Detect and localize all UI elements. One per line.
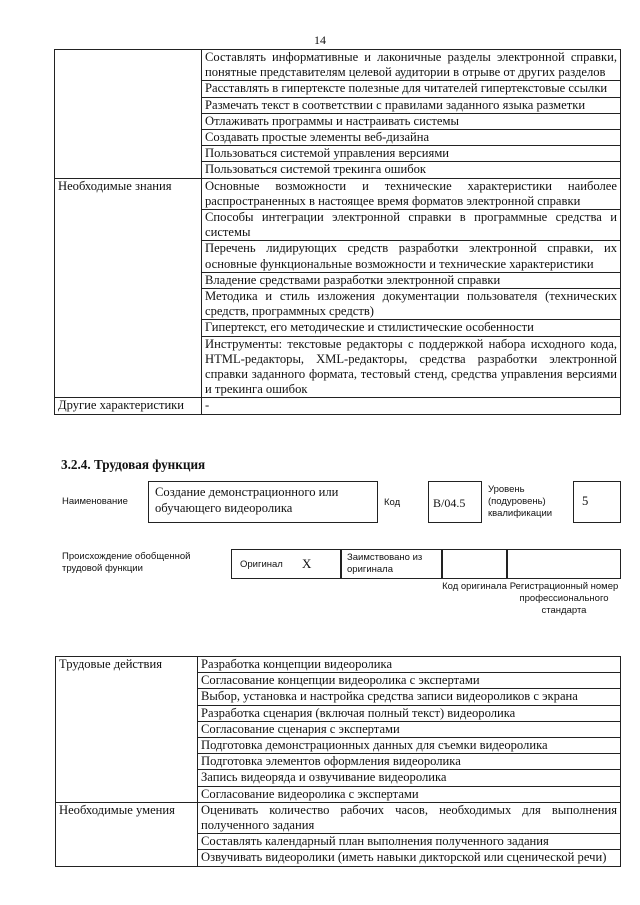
table-cell: Способы интеграции электронной справки в программные средства и системы: [202, 210, 621, 241]
section-heading: 3.2.4. Трудовая функция: [61, 457, 206, 472]
code-label: Код: [384, 497, 401, 508]
code-original-caption: Код оригинала: [442, 581, 507, 592]
row-label-skills: Необходимые умения: [56, 802, 198, 866]
original-label: Оригинал: [240, 559, 283, 570]
row-label-actions: Трудовые действия: [56, 657, 198, 803]
table-cell: Инструменты: текстовые редакторы с поддержкой набора исходного кода, HTML-редакторы, XML-редакторы, средства разработки электронной справки заданного формата, тестовый стенд, средства управления версиями и трекинга ошибок: [202, 336, 621, 398]
table-row: [55, 50, 621, 81]
table-cell: Перечень лидирующих средств разработки электронной справки, их основные функциональные возможности и технические характеристики: [202, 241, 621, 272]
lower-requirements-table: [55, 656, 621, 867]
table-cell: Составлять календарный план выполнения полученного задания: [198, 834, 621, 850]
page-number: 14: [314, 33, 326, 47]
table-cell: Подготовка элементов оформления видеоролика: [198, 754, 621, 770]
reg-number-caption: Регистрационный номер профессионального стандарта: [509, 581, 619, 616]
table-cell: Расставлять в гипертексте полезные для читателей гипертекстовые ссылки: [202, 81, 621, 97]
level-label: Уровень (подуровень) квалификации: [488, 484, 553, 519]
table-cell: Согласование сценария с экспертами: [198, 721, 621, 737]
table-cell: Согласование видеоролика с экспертами: [198, 786, 621, 802]
function-name: Создание демонстрационного или обучающего видеоролика: [155, 485, 339, 515]
table-row: [56, 657, 621, 673]
upper-requirements-table: [54, 49, 621, 415]
table-cell: Подготовка демонстрационных данных для съемки видеоролика: [198, 738, 621, 754]
borrowed-label: Заимствовано из оригинала: [347, 552, 423, 575]
table-cell: Оценивать количество рабочих часов, необходимых для выполнения полученного задания: [198, 802, 621, 833]
table-row: [56, 802, 621, 833]
table-cell: Основные возможности и технические характеристики наиболее распространенных в настоящее время форматов электронной справки: [202, 178, 621, 209]
row-label-knowledge: Необходимые знания: [55, 178, 202, 398]
reg-number-box: [507, 549, 621, 579]
table-cell: Отлаживать программы и настраивать системы: [202, 113, 621, 129]
origin-label: Происхождение обобщенной трудовой функции: [62, 551, 191, 574]
table-cell: Запись видеоряда и озвучивание видеоролика: [198, 770, 621, 786]
table-cell: Пользоваться системой управления версиями: [202, 146, 621, 162]
table-cell: Создавать простые элементы веб-дизайна: [202, 130, 621, 146]
row-label: [55, 50, 202, 179]
table-cell: Разработка концепции видеоролика: [198, 657, 621, 673]
table-cell: Согласование концепции видеоролика с экспертами: [198, 673, 621, 689]
row-label-other: Другие характеристики: [55, 398, 202, 414]
table-row: [55, 398, 621, 414]
code-box: [428, 481, 482, 523]
table-cell: -: [202, 398, 621, 414]
level-value: 5: [582, 494, 589, 508]
code-value: B/04.5: [433, 496, 466, 510]
table-cell: Владение средствами разработки электронной справки: [202, 272, 621, 288]
table-row: [55, 178, 621, 209]
function-name-box: [148, 481, 378, 523]
table-cell: Разработка сценария (включая полный текст) видеоролика: [198, 705, 621, 721]
table-cell: Озвучивать видеоролики (иметь навыки дикторской или сценической речи): [198, 850, 621, 866]
table-cell: Методика и стиль изложения документации пользователя (технических средств, программных средств): [202, 289, 621, 320]
level-box: [573, 481, 621, 523]
table-cell: Пользоваться системой трекинга ошибок: [202, 162, 621, 178]
table-cell: Гипертекст, его методические и стилистические особенности: [202, 320, 621, 336]
table-cell: Размечать текст в соответствии с правилами заданного языка разметки: [202, 97, 621, 113]
table-cell: Выбор, установка и настройка средства записи видеороликов с экрана: [198, 689, 621, 705]
name-label: Наименование: [62, 496, 128, 507]
code-original-box: [442, 549, 507, 579]
original-mark: X: [302, 556, 312, 571]
table-cell: Составлять информативные и лаконичные разделы электронной справки, понятные представителям целевой аудитории в отрыве от других разделов: [202, 50, 621, 81]
